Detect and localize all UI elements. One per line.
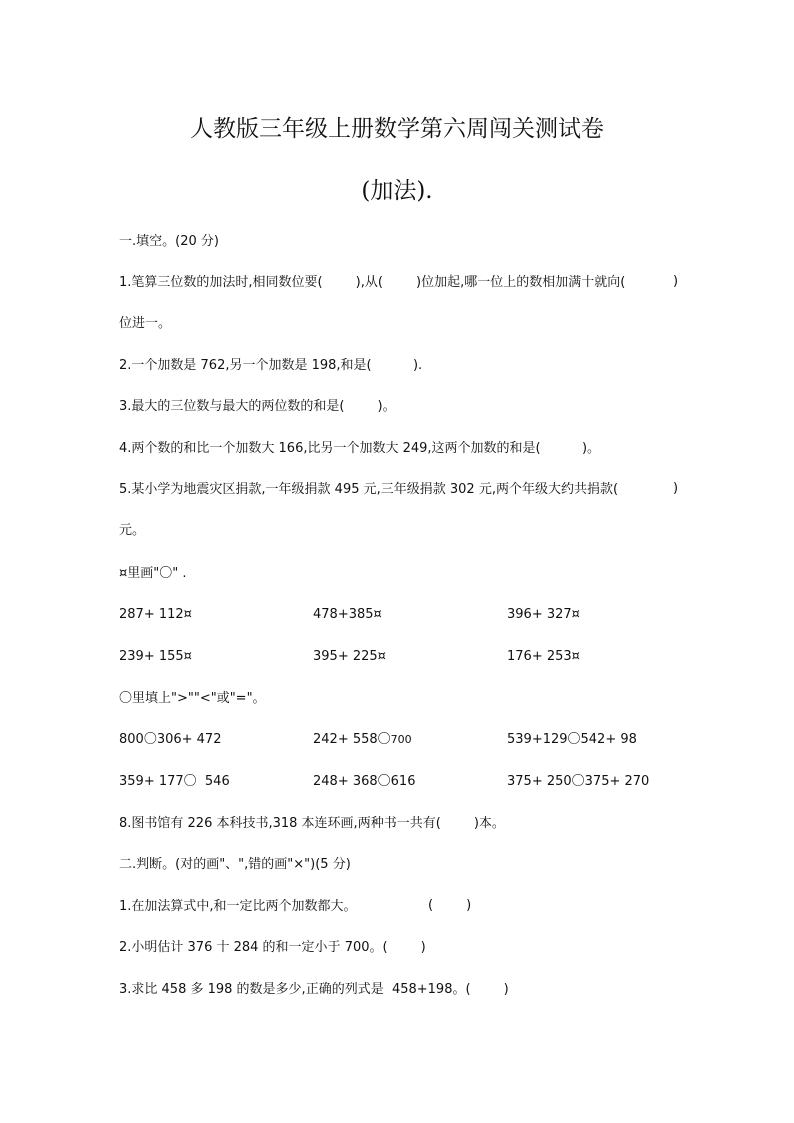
judge-1-paren: ( ) (428, 898, 472, 913)
question-8: 8.图书馆有 226 本科技书,318 本连环画,两种书一共有( )本。 (119, 816, 505, 831)
question-7-intro: 〇里填上">""<"或"="。 (119, 691, 266, 706)
estimate-item: 287+ 112¤ (119, 607, 192, 622)
compare-item: 248+ 368〇616 (313, 774, 416, 789)
judge-1: 1.在加法算式中,和一定比两个加数都大。 (119, 899, 357, 914)
question-5-line-1: 5.某小学为地震灾区捐款,一年级捐款 495 元,三年级捐款 302 元,两个年级大约共捐款( (119, 482, 619, 497)
estimate-item: 176+ 253¤ (507, 649, 580, 664)
question-1-close-paren: ) (673, 274, 679, 289)
judge-2: 2.小明估计 376 十 284 的和一定小于 700。( ) (119, 940, 426, 955)
page-title: 人教版三年级上册数学第六周闯关测试卷 (190, 116, 604, 142)
question-3: 3.最大的三位数与最大的两位数的和是( )。 (119, 399, 396, 414)
compare-item: 375+ 250〇375+ 270 (507, 774, 650, 789)
section-fill-blank-heading: 一.填空。(20 分) (119, 234, 219, 249)
compare-expression: 242+ 558〇 (313, 732, 391, 747)
compare-value: 700 (390, 733, 412, 746)
judge-3: 3.求比 458 多 198 的数是多少,正确的列式是 458+198。( ) (119, 982, 509, 997)
estimate-item: 395+ 225¤ (313, 649, 386, 664)
estimate-item: 396+ 327¤ (507, 607, 580, 622)
estimate-item: 239+ 155¤ (119, 649, 192, 664)
section-judge-heading: 二.判断。(对的画"、",错的画"×")(5 分) (119, 857, 351, 872)
question-5-line-2: 元。 (119, 523, 146, 538)
question-6-intro: ¤里画"〇" . (119, 566, 187, 581)
question-2: 2.一个加数是 762,另一个加数是 198,和是( ). (119, 358, 423, 373)
compare-item: 359+ 177〇 546 (119, 774, 230, 789)
estimate-item: 478+385¤ (313, 607, 382, 622)
question-5-close-paren: ) (673, 481, 679, 496)
question-4: 4.两个数的和比一个加数大 166,比另一个加数大 249,这两个加数的和是( )。 (119, 441, 601, 456)
compare-item: 800〇306+ 472 (119, 732, 222, 747)
compare-item (313, 731, 412, 749)
question-1-line-2: 位进一。 (119, 316, 172, 331)
page-subtitle: (加法). (361, 178, 433, 204)
question-1-line-1: 1.笔算三位数的加法时,相同数位要( ),从( )位加起,哪一位上的数相加满十就向( (119, 275, 626, 290)
compare-item: 539+129〇542+ 98 (507, 732, 637, 747)
